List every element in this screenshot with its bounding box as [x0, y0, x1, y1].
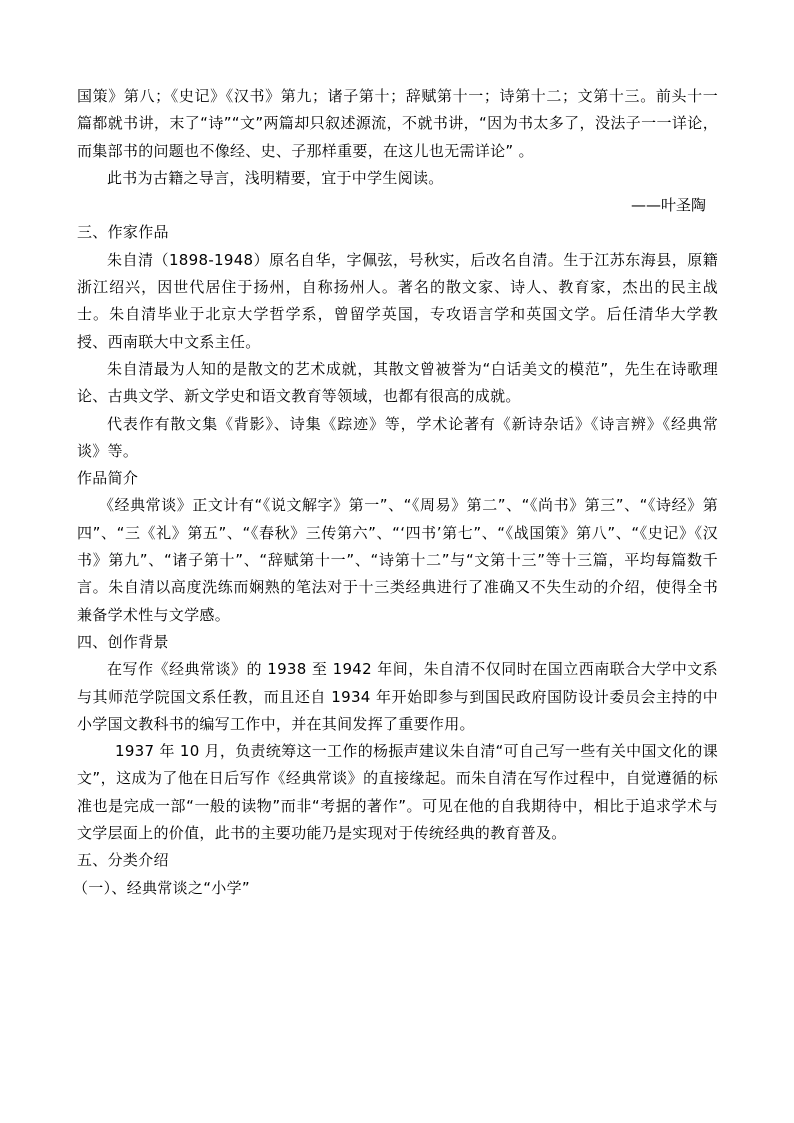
- section-4-heading: 四、创作背景: [77, 632, 169, 651]
- section-3-heading: 三、作家作品: [77, 223, 169, 242]
- section-5-heading: 五、分类介绍: [77, 851, 169, 870]
- section-4-paragraph-2: 1937 年 10 月，负责统筹这一工作的杨振声建议朱自清“可自己写一些有关中国文化的课文”，这成为了他在日后写作《经典常谈》的直接缘起。而朱自清在写作过程中，自觉遵循的标准也是完成一部“一般的读物”而非“考据的著作”。可见在他的自我期待中，相比于追求学术与文学层面上的价值，此书的主要功能乃是实现对于传统经典的教育普及。: [77, 742, 718, 843]
- section-3-paragraph-1: 朱自清（1898-1948）原名自华，字佩弦，号秋实，后改名自清。生于江苏东海县，原籍浙江绍兴，因世代居住于扬州，自称扬州人。著名的散文家、诗人、教育家，杰出的民主战士。朱自清毕业于北京大学哲学系，曾留学英国，专攻语言学和英国文学。后任清华大学教授、西南联大中文系主任。: [77, 250, 718, 351]
- section-4-paragraph-1: 在写作《经典常谈》的 1938 至 1942 年间，朱自清不仅同时在国立西南联合大学中文系与其师范学院国文系任教，而且还自 1934 年开始即参与到国民政府国防设计委员会主持的中小学国文教科书的编写工作中，并在其间发挥了重要作用。: [77, 660, 718, 733]
- comment-paragraph: 此书为古籍之导言，浅明精要，宜于中学生阅读。: [107, 168, 444, 187]
- work-intro-paragraph: 《经典常谈》正文计有“《说文解字》第一”、“《周易》第二”、“《尚书》第三”、“《诗经》第四”、“三《礼》第五”、“《春秋》三传第六”、“‘四书’第七”、“《战国策》第八”、“《史记》《汉书》第九”、“诸子第十”、“辞赋第十一”、“诗第十二”与“文第十三”等十三篇，平均每篇数千言。朱自清以高度洗练而娴熟的笔法对于十三类经典进行了准确又不失生动的介绍，使得全书兼备学术性与文学感。: [77, 496, 718, 624]
- work-intro-heading: 作品简介: [77, 469, 139, 488]
- document-body: [73, 83, 718, 902]
- section-3-paragraph-2: 朱自清最为人知的是散文的艺术成就，其散文曾被誉为“白话美文的模范”，先生在诗歌理论、古典文学、新文学史和语文教育等领域，也都有很高的成就。: [77, 359, 718, 406]
- section-3-paragraph-3: 代表作有散文集《背影》、诗集《踪迹》等，学术论著有《新诗杂话》《诗言辨》《经典常谈》等。: [77, 414, 718, 460]
- continuation-paragraph: 国策》第八；《史记》《汉书》第九；诸子第十；辞赋第十一；诗第十二；文第十三。前头十一篇都就书讲，末了“诗”“文”两篇却只叙述源流，不就书讲，“因为书太多了，没法子一一详论，而集部书的问题也不像经、史、子那样重要，在这儿也无需详论” 。: [77, 87, 718, 160]
- section-5-subheading-1: （一）、经典常谈之“小学”: [73, 878, 250, 897]
- comment-signature: ——叶圣陶: [630, 196, 706, 215]
